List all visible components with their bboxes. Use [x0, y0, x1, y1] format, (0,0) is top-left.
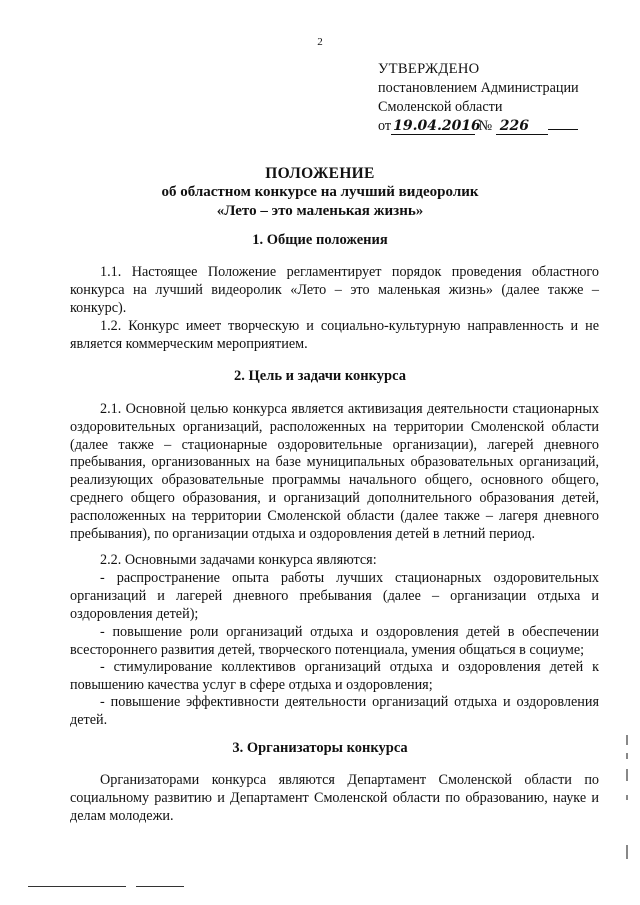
- number-label: №: [478, 118, 493, 134]
- paragraph-3-1: Организаторами конкурса являются Департамент Смоленской области по социальному развитию и Департамент Смоленской области по образованию, науке и делам молодежи.: [70, 772, 599, 824]
- paragraph-2-2-item-3: - стимулирование коллективов организаций отдыха и оздоровления детей к повышению качества услуг в сфере отдыха и оздоровления;: [70, 659, 599, 693]
- number-underline: [548, 117, 578, 130]
- scan-margin-marks: [626, 735, 630, 875]
- handwritten-number: 226: [496, 119, 548, 135]
- paragraph-1-1: 1.1. Настоящее Положение регламентирует порядок проведения областного конкурса на лучший видеоролик «Лето – это маленькая жизнь» (далее также – конкурс).: [70, 264, 599, 316]
- paragraph-2-2-item-2: - повышение роли организаций отдыха и оздоровления детей в обеспечении всестороннего развития детей, творческого потенциала, умения общаться в социуме;: [70, 624, 599, 658]
- approval-line-2: Смоленской области: [378, 99, 503, 115]
- paragraph-2-1: 2.1. Основной целью конкурса является активизация деятельности стационарных оздоровительных организаций, расположенных на территории Смоленской области (далее также – стационарные оздоровительные организации), лагерей дневного пребывания, организованных на базе муниципальных образовательных организаций, реализующих образовательные программы начального общего, основного общего, среднего общего образования, и организаций дополнительного образования детей, расположенных на территории Смоленской области (далее также – лагеря дневного пребывания), по организации отдыха и оздоровления детей в летний период.: [70, 401, 599, 542]
- section-2-title: 2. Цель и задачи конкурса: [234, 368, 406, 384]
- paragraph-2-2-item-4: - повышение эффективности деятельности организаций отдыха и оздоровления детей.: [70, 694, 599, 728]
- section-1-title: 1. Общие положения: [252, 232, 388, 248]
- approval-title: УТВЕРЖДЕНО: [378, 61, 480, 77]
- approval-date-number-line: [378, 117, 579, 136]
- paragraph-1-2: 1.2. Конкурс имеет творческую и социально-культурную направленность и не является коммерческим мероприятием.: [70, 318, 599, 352]
- document-subtitle-1: об областном конкурсе на лучший видеоролик: [161, 184, 479, 200]
- paragraph-2-2-item-1: - распространение опыта работы лучших стационарных оздоровительных организаций и лагерей дневного пребывания (далее – организации отдыха и оздоровления детей);: [70, 570, 599, 622]
- section-3-title: 3. Организаторы конкурса: [232, 740, 408, 756]
- paragraph-2-2: 2.2. Основными задачами конкурса являются:: [100, 552, 377, 568]
- approval-stamp-block: [378, 60, 579, 136]
- document-title-block: [0, 164, 640, 221]
- handwritten-date: 19.04.2016: [393, 118, 481, 134]
- date-prefix: от: [378, 118, 392, 134]
- document-title: ПОЛОЖЕНИЕ: [265, 165, 375, 182]
- footer-rule-left: [28, 886, 126, 887]
- document-subtitle-2: «Лето – это маленькая жизнь»: [216, 203, 424, 219]
- approval-line-1: постановлением Администрации: [378, 80, 579, 96]
- page-number: 2: [317, 36, 323, 48]
- footer-rule-right: [136, 886, 184, 887]
